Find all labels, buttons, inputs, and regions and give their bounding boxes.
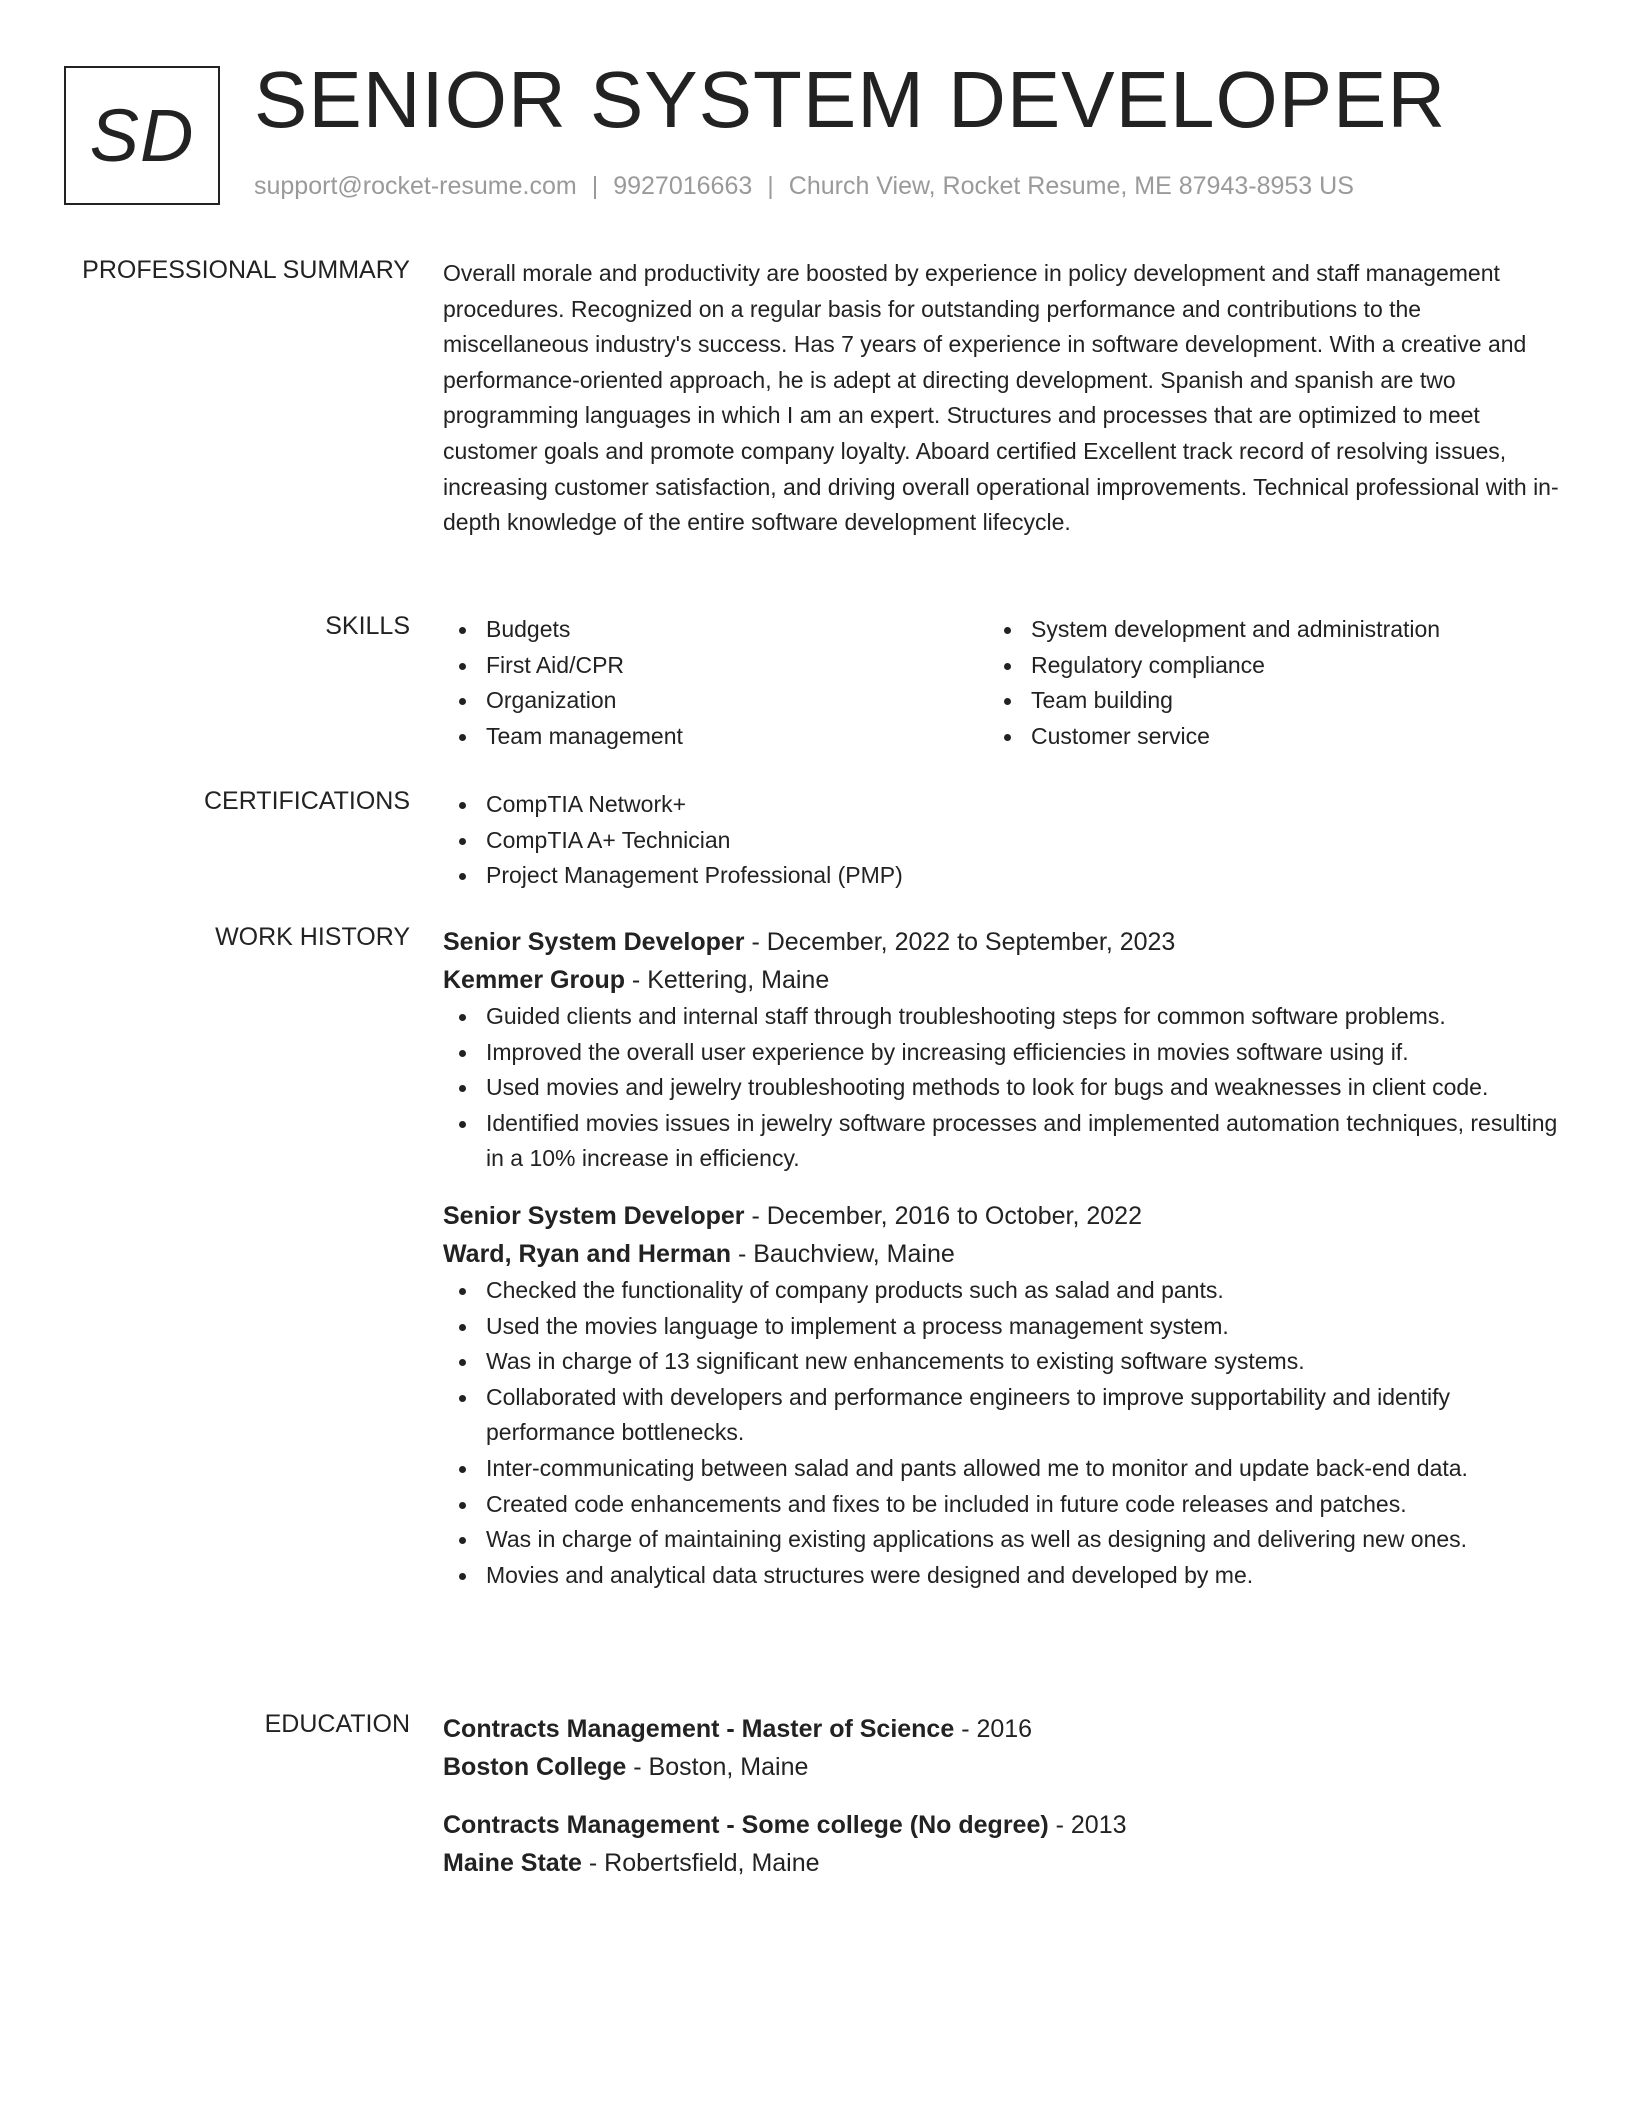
school-location: - Boston, Maine: [626, 1753, 809, 1781]
contact-line: [254, 172, 1354, 201]
education-entry: [443, 1710, 1563, 1786]
degree-year: - 2016: [954, 1715, 1033, 1743]
summary-text: Overall morale and productivity are boosted by experience in policy development and staff management procedures. Recognized on a regular basis for outstanding performance and contributions to the miscellaneous industry's success. Has 7 years of experience in software development. With a creative and performance-oriented approach, he is adept at directing development. Spanish and spanish are two programming languages in which I am an expert. Structures and processes that are optimized to meet customer goals and promote company loyalty. Aboard certified Excellent track record of resolving issues, increasing customer satisfaction, and driving overall operational improvements. Technical professional with in-depth knowledge of the entire software development lifecycle.: [443, 260, 1559, 536]
job-duty: Collaborated with developers and performance engineers to improve supportability and identify performance bottlenecks.: [443, 1380, 1563, 1451]
skill-item: Team management: [443, 719, 988, 755]
job-duty: Guided clients and internal staff through troubleshooting steps for common software problems.: [443, 999, 1563, 1035]
job-dates: - December, 2016 to October, 2022: [744, 1201, 1142, 1230]
school-line: [443, 1844, 1563, 1882]
school-line: [443, 1748, 1563, 1786]
job-entry: [443, 1197, 1563, 1593]
job-location: - Bauchview, Maine: [731, 1239, 955, 1268]
certifications-list: [443, 787, 1563, 894]
school: Maine State: [443, 1849, 582, 1877]
contact-address: Church View, Rocket Resume, ME 87943-8953 US: [788, 172, 1354, 200]
education-heading: EDUCATION: [264, 1710, 410, 1738]
job-company-line: [443, 1235, 1563, 1273]
job-dates: - December, 2022 to September, 2023: [744, 928, 1176, 956]
skills-heading: SKILLS: [325, 612, 410, 640]
skill-item: First Aid/CPR: [443, 648, 988, 684]
job-title: Senior System Developer: [443, 1201, 745, 1230]
work-history-heading: WORK HISTORY: [215, 923, 410, 951]
skill-item: Team building: [988, 683, 1533, 719]
job-duty: Was in charge of maintaining existing applications as well as designing and delivering new ones.: [443, 1522, 1563, 1558]
resume-title: SENIOR SYSTEM DEVELOPER: [254, 55, 1447, 144]
skills-list-left: [443, 612, 988, 754]
skill-item: Organization: [443, 683, 988, 719]
monogram-logo: [64, 66, 220, 205]
contact-separator: |: [767, 172, 774, 200]
skills-list-right: [988, 612, 1533, 754]
contact-email[interactable]: support@rocket-resume.com: [254, 172, 577, 200]
job-duty: Created code enhancements and fixes to be included in future code releases and patches.: [443, 1487, 1563, 1523]
job-entry: [443, 923, 1563, 1177]
certification-item: CompTIA A+ Technician: [443, 823, 1563, 859]
education-entry: [443, 1806, 1563, 1882]
job-duty: Inter-communicating between salad and pants allowed me to monitor and update back-end data.: [443, 1451, 1563, 1487]
skill-item: Customer service: [988, 719, 1533, 755]
skill-item: Regulatory compliance: [988, 648, 1533, 684]
skill-item: Budgets: [443, 612, 988, 648]
contact-separator: |: [591, 172, 599, 200]
job-company-line: [443, 961, 1563, 999]
skill-item: System development and administration: [988, 612, 1533, 648]
degree-line: [443, 1806, 1563, 1844]
certifications-heading: CERTIFICATIONS: [203, 787, 410, 815]
job-duties-list: [443, 1273, 1563, 1593]
summary-heading: PROFESSIONAL SUMMARY: [82, 256, 410, 284]
job-title-line: [443, 1197, 1563, 1235]
skills-grid: [443, 612, 1563, 754]
job-duty: Used movies and jewelry troubleshooting methods to look for bugs and weaknesses in client code.: [443, 1070, 1563, 1106]
job-duty: Identified movies issues in jewelry software processes and implemented automation techniques, resulting in a 10% increase in efficiency.: [443, 1106, 1563, 1177]
school: Boston College: [443, 1753, 627, 1781]
job-duties-list: [443, 999, 1563, 1177]
job-company: Kemmer Group: [443, 966, 625, 994]
degree-line: [443, 1710, 1563, 1748]
job-location: - Kettering, Maine: [624, 966, 830, 994]
school-location: - Robertsfield, Maine: [581, 1849, 820, 1877]
monogram-initials: SD: [89, 94, 195, 177]
job-title-line: [443, 923, 1563, 961]
job-duty: Was in charge of 13 significant new enhancements to existing software systems.: [443, 1344, 1563, 1380]
contact-phone[interactable]: 9927016663: [613, 172, 753, 200]
degree: Contracts Management - Master of Science: [443, 1715, 955, 1743]
degree-year: - 2013: [1048, 1811, 1127, 1839]
certification-item: Project Management Professional (PMP): [443, 858, 1563, 894]
job-company: Ward, Ryan and Herman: [443, 1239, 732, 1268]
job-duty: Used the movies language to implement a process management system.: [443, 1309, 1563, 1345]
job-duty: Movies and analytical data structures were designed and developed by me.: [443, 1558, 1563, 1594]
job-duty: Improved the overall user experience by increasing efficiencies in movies software using if.: [443, 1035, 1563, 1071]
degree: Contracts Management - Some college (No degree): [443, 1811, 1049, 1839]
job-duty: Checked the functionality of company products such as salad and pants.: [443, 1273, 1563, 1309]
job-title: Senior System Developer: [443, 928, 745, 956]
certification-item: CompTIA Network+: [443, 787, 1563, 823]
